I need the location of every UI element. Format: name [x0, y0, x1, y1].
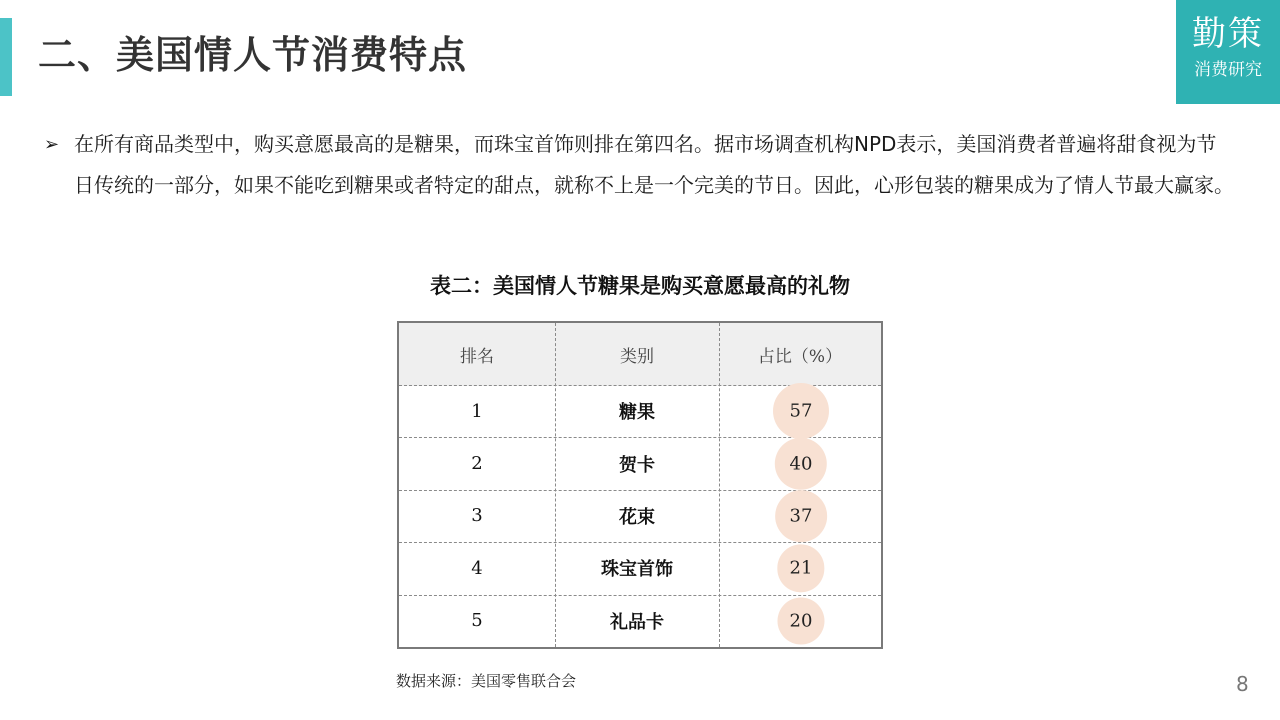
category-cell: 糖果: [619, 402, 655, 424]
table-row: [399, 385, 881, 438]
table-row: [399, 490, 881, 543]
bullet-arrow-icon: ➢: [44, 134, 60, 155]
table-row: [399, 595, 881, 647]
ranking-table: [397, 321, 883, 649]
brand-logo: [1176, 0, 1280, 104]
rank-cell: 5: [471, 610, 483, 632]
rank-cell: 1: [471, 400, 483, 422]
category-cell: 贺卡: [619, 454, 655, 476]
category-cell: 花束: [619, 506, 655, 528]
logo-sub-text: 消费研究: [1194, 60, 1262, 80]
header-rank: 排名: [460, 346, 494, 367]
share-value: 57: [789, 400, 813, 422]
rank-cell: 2: [471, 453, 483, 475]
rank-cell: 3: [471, 505, 483, 527]
logo-main-text: 勤策: [1192, 14, 1264, 54]
header-category: 类别: [620, 346, 654, 367]
data-source: 数据来源：美国零售联合会: [396, 672, 577, 690]
table-row: [399, 542, 881, 595]
share-value: 37: [789, 505, 813, 527]
table-row: [399, 437, 881, 490]
share-value: 21: [789, 557, 813, 579]
table-caption: 表二：美国情人节糖果是购买意愿最高的礼物: [430, 274, 850, 298]
header-share: 占比（%）: [757, 346, 843, 367]
category-cell: 礼品卡: [610, 611, 664, 633]
page-title: 二、美国情人节消费特点: [38, 33, 468, 77]
share-value: 40: [789, 453, 813, 475]
bullet-text: 在所有商品类型中，购买意愿最高的是糖果，而珠宝首饰则排在第四名。据市场调查机构NPD表示，美国消费者普遍将甜食视为节日传统的一部分，如果不能吃到糖果或者特定的甜点，就称不上是一个完美的节日。因此，心形包装的糖果成为了情人节最大赢家。: [74, 132, 1234, 197]
table-header-row: [399, 323, 881, 386]
category-cell: 珠宝首饰: [601, 559, 673, 581]
page-number: 8: [1236, 672, 1249, 696]
share-value: 20: [789, 610, 813, 632]
bullet-paragraph: [44, 124, 1234, 206]
rank-cell: 4: [471, 557, 483, 579]
title-accent-bar: [0, 18, 12, 96]
